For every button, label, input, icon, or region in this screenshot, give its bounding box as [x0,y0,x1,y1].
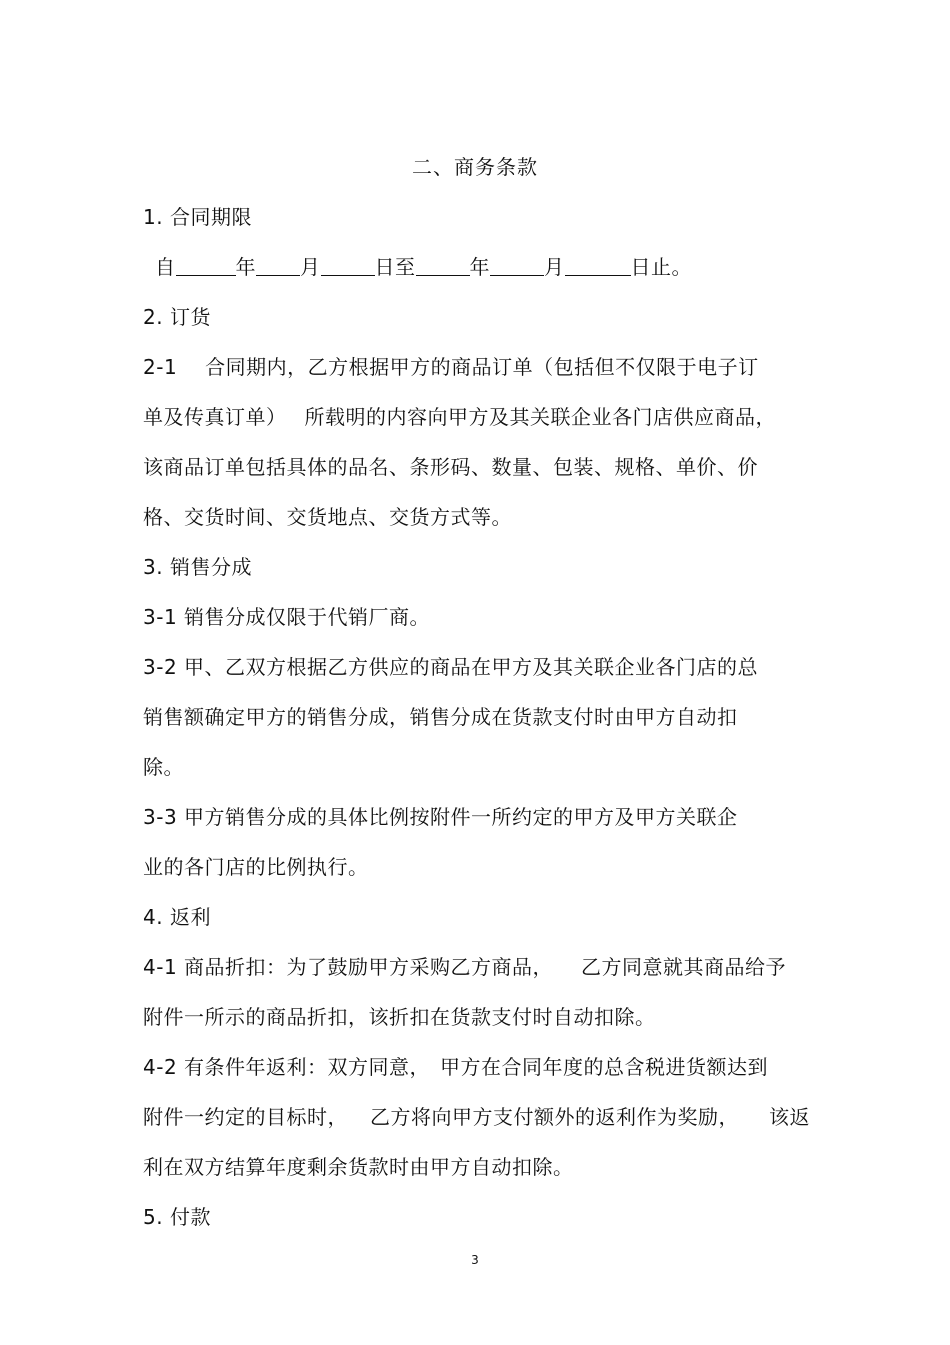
heading-rebate: 4. 返利 [143,905,211,929]
period-year-label: 年 [235,255,256,279]
period-from-label: 自 [155,255,176,279]
period-month-label: 月 [300,255,321,279]
clause-text: 该返 [769,1105,810,1129]
clause-2-1-line-2 [143,404,776,430]
clause-3-2-line-1: 3-2 甲、乙双方根据乙方供应的商品在甲方及其关联企业各门店的总 [143,655,759,679]
clause-text: 4-1 商品折扣：为了鼓励甲方采购乙方商品， [143,955,554,979]
clause-4-2-line-2 [143,1104,810,1130]
clause-4-2-line-1 [143,1054,768,1080]
clause-3-3-line-2: 业的各门店的比例执行。 [143,855,369,879]
clause-4-1-line-1 [143,954,786,980]
clause-2-1-line-3: 该商品订单包括具体的品名、条形码、数量、包装、规格、单价、价 [143,455,758,479]
clause-3-2-line-2: 销售额确定甲方的销售分成，销售分成在货款支付时由甲方自动扣 [143,705,738,729]
heading-contract-period: 1. 合同期限 [143,205,252,229]
clause-2-1-line-1 [143,354,759,380]
period-day-end-label: 日止。 [630,255,692,279]
heading-payment: 5. 付款 [143,1205,211,1229]
blank-year-end [416,255,470,276]
page-number: 3 [471,1253,479,1267]
clause-3-1: 3-1 销售分成仅限于代销厂商。 [143,605,431,629]
clause-4-2-line-3: 利在双方结算年度剩余货款时由甲方自动扣除。 [143,1155,574,1179]
period-year-end-label: 年 [469,255,490,279]
blank-day-end [565,255,631,276]
period-day-to-label: 日至 [374,255,416,279]
heading-sales-share: 3. 销售分成 [143,555,252,579]
blank-month-end [490,255,544,276]
clause-text: 附件一约定的目标时， [143,1105,348,1129]
heading-ordering: 2. 订货 [143,305,211,329]
clause-number: 2-1 [143,355,178,379]
clause-text: 甲方在合同年度的总含税进货额达到 [440,1055,769,1079]
clause-text: 所载明的内容向甲方及其关联企业各门店供应商品， [304,405,776,429]
clause-3-3-line-1: 3-3 甲方销售分成的具体比例按附件一所约定的甲方及甲方关联企 [143,805,738,829]
clause-text: 单及传真订单） [143,405,287,429]
contract-period-line [155,254,692,280]
blank-year-start [176,255,236,276]
blank-month-start [256,255,300,276]
clause-3-2-line-3: 除。 [143,755,184,779]
blank-day-start [321,255,375,276]
section-title: 二、商务条款 [412,155,538,179]
period-month-end-label: 月 [544,255,565,279]
clause-text: 4-2 有条件年返利：双方同意， [143,1055,431,1079]
clause-2-1-line-4: 格、交货时间、交货地点、交货方式等。 [143,505,512,529]
clause-text: 合同期内，乙方根据甲方的商品订单（包括但不仅限于电子订 [205,355,759,379]
clause-4-1-line-2: 附件一所示的商品折扣，该折扣在货款支付时自动扣除。 [143,1005,656,1029]
clause-text: 乙方将向甲方支付额外的返利作为奖励， [370,1105,739,1129]
clause-text: 乙方同意就其商品给予 [581,955,787,979]
